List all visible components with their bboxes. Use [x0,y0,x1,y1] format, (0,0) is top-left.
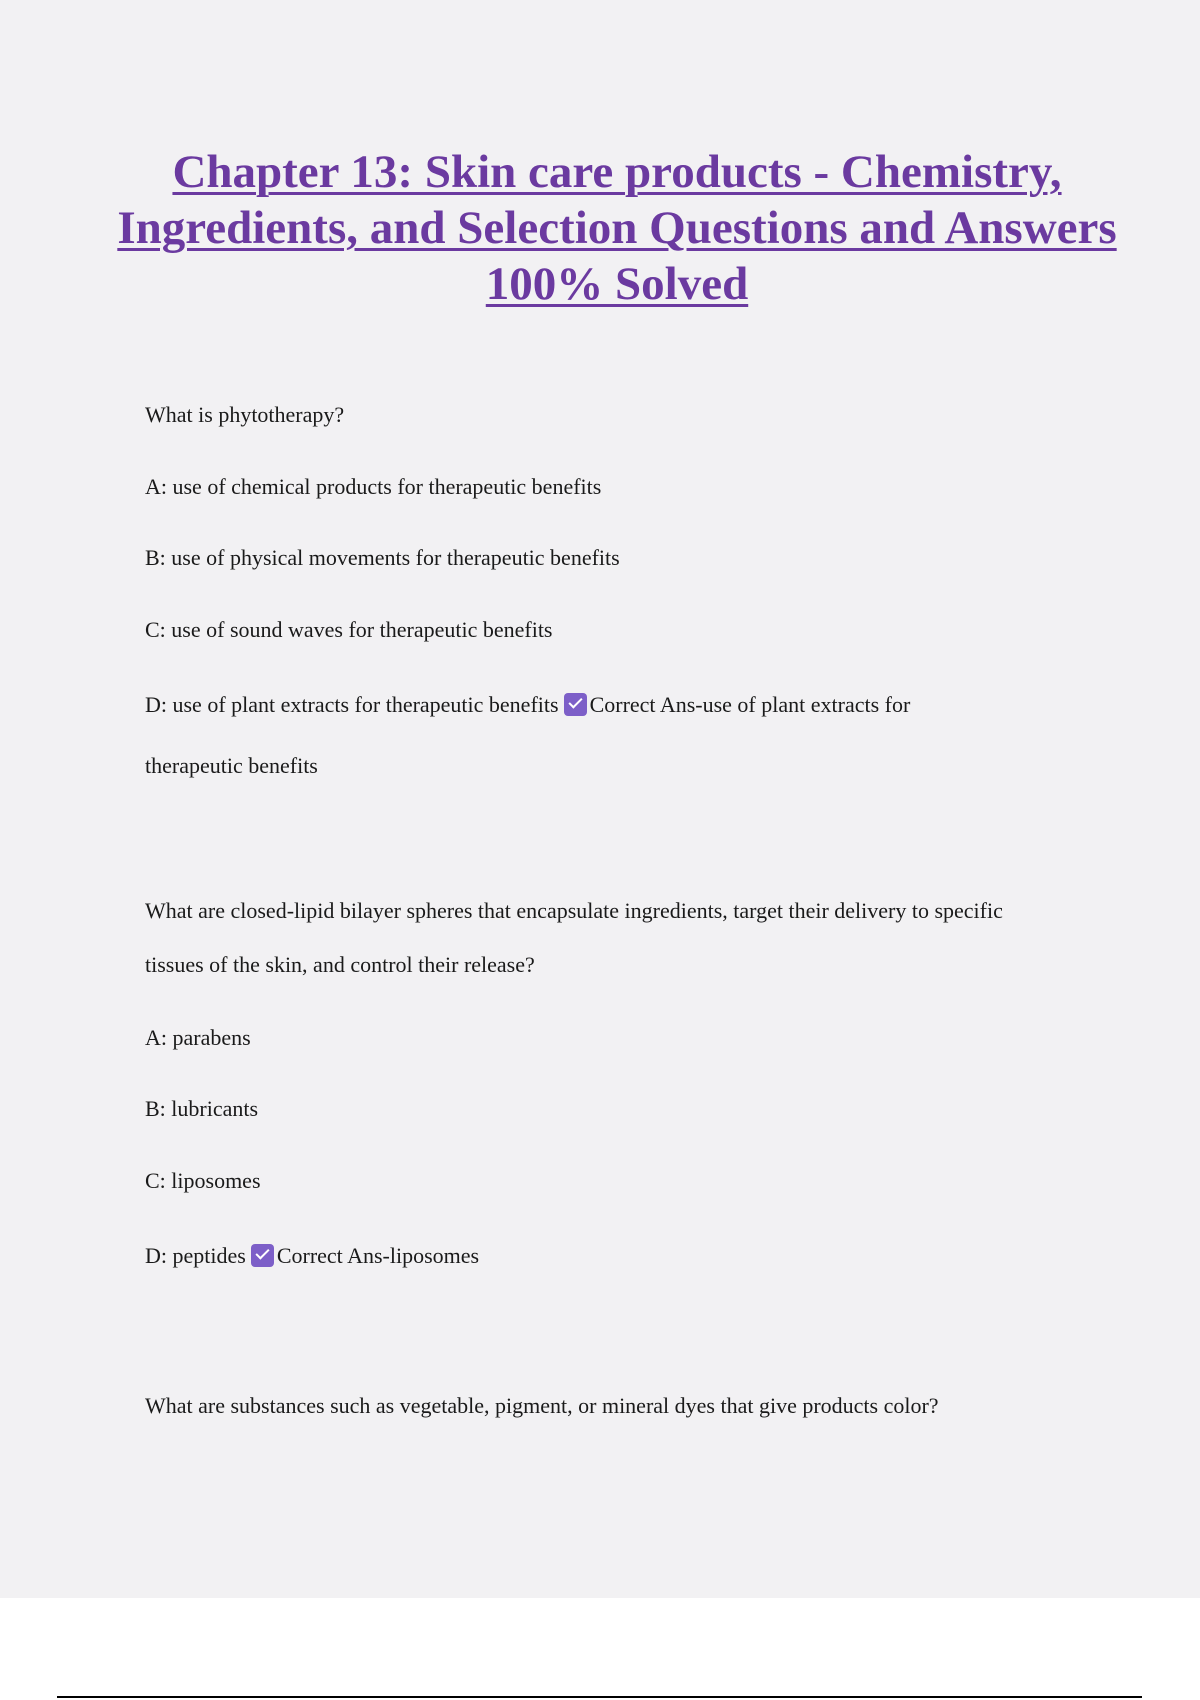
answer-option-d-row [145,1242,479,1270]
correct-answer-continued: therapeutic benefits [145,753,318,778]
question-text-continued: tissues of the skin, and control their release? [145,952,535,977]
answer-option-c: C: liposomes [145,1168,261,1193]
footer-divider [57,1696,1142,1698]
document-title: Chapter 13: Skin care products - Chemistry, Ingredients, and Selection Questions and Answers 100% Solved [117,146,1117,310]
answer-option-d: D: peptides [145,1243,246,1268]
question-text: What are substances such as vegetable, pigment, or mineral dyes that give products color? [145,1393,939,1418]
answer-option-c: C: use of sound waves for therapeutic benefits [145,617,553,642]
answer-option-a: A: use of chemical products for therapeutic benefits [145,474,602,499]
checkmark-box-icon [251,1244,274,1267]
answer-option-d: D: use of plant extracts for therapeutic benefits [145,692,559,717]
question-text: What is phytotherapy? [145,402,345,427]
checkmark-box-icon [564,693,587,716]
answer-option-d-row [145,691,910,719]
question-text: What are closed-lipid bilayer spheres that encapsulate ingredients, target their delivery to specific [145,898,1003,923]
answer-option-b: B: use of physical movements for therapeutic benefits [145,545,620,570]
correct-answer: Correct Ans-liposomes [276,1243,480,1268]
answer-option-a: A: parabens [145,1025,251,1050]
correct-answer: Correct Ans-use of plant extracts for [589,692,911,717]
answer-option-b: B: lubricants [145,1096,259,1121]
